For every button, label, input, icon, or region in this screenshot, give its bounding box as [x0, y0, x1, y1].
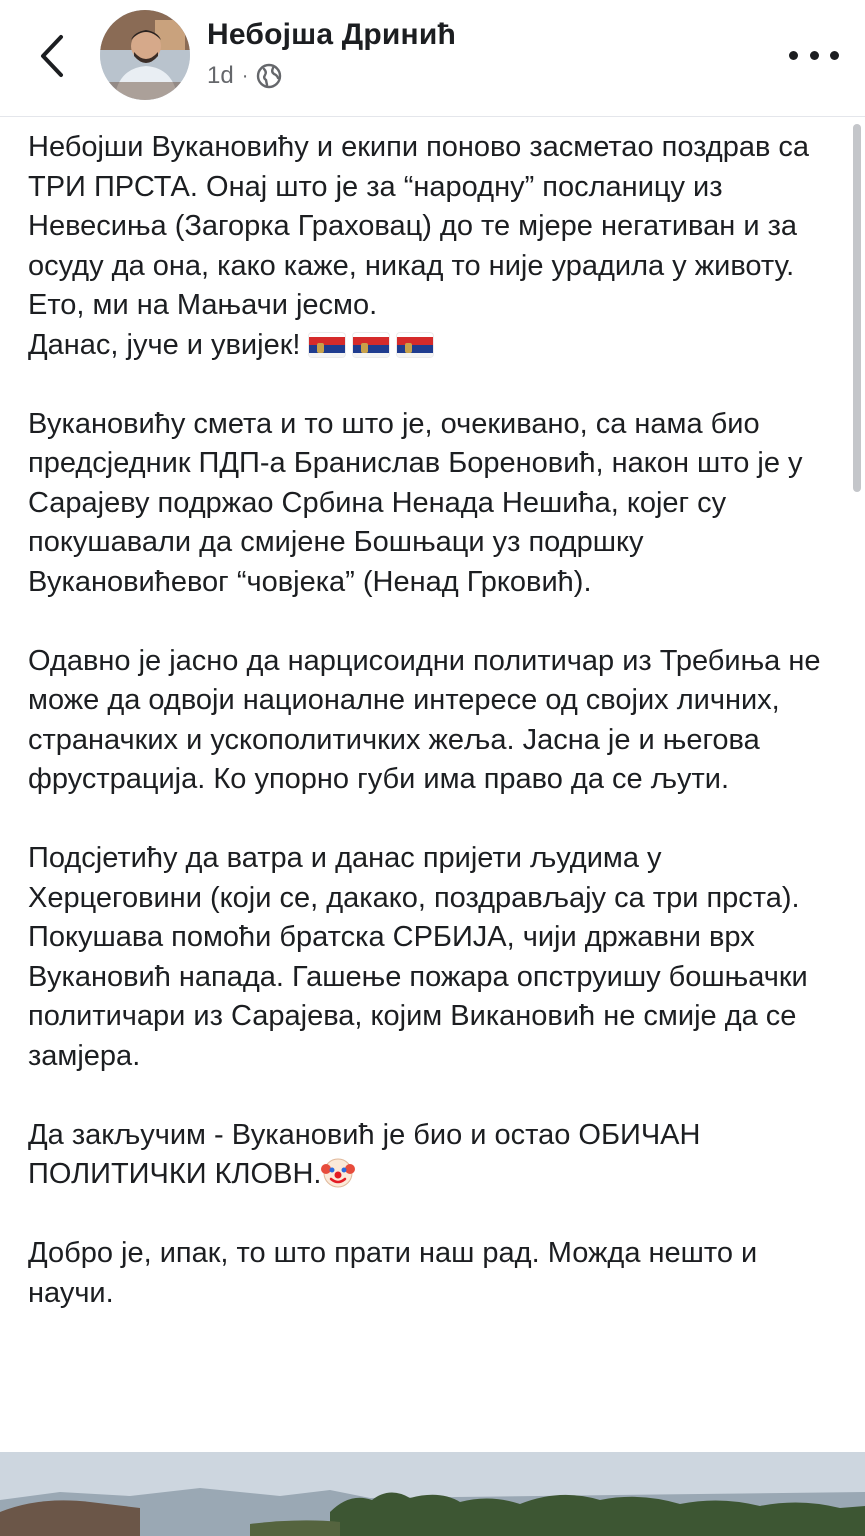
back-button[interactable]: [28, 30, 76, 82]
meta-separator: ·: [241, 64, 249, 87]
scrollbar[interactable]: [853, 124, 861, 492]
post-paragraph: [28, 128, 843, 365]
post-header: [0, 0, 865, 117]
paragraph-text: Небојши Вукановићу и екипи поново засметао поздрав са ТРИ ПРСТА. Онај што је за “народну” посланицу из Невесиња (Загорка Граховац) до те мјере негативан и за осуду да она, како каже, никад то није урадила у животу. Ето, ми на Мањачи јесмо.: [28, 131, 810, 321]
post-paragraph: [28, 1116, 843, 1195]
post-paragraph: Вукановићу смета и то што је, очекивано, са нама био предсједник ПДП-а Бранислав Бореновић, након што је у Сарајеву подржао Србина Ненада Нешића, којег су покушавали да смијене Бошњаци уз подршку Вукановићевог “човјека” (Ненад Грковић).: [28, 407, 803, 598]
post-text: [28, 128, 843, 1353]
avatar[interactable]: [100, 10, 190, 100]
post-meta: [207, 62, 282, 90]
closing-line: Данас, јуче и увијек!: [28, 328, 301, 361]
serbia-flag-icon: [309, 333, 345, 357]
globe-icon: [256, 63, 282, 89]
post-photo[interactable]: [0, 1452, 865, 1536]
author-name[interactable]: Небојша Дринић: [207, 18, 456, 51]
more-options-button[interactable]: [789, 38, 839, 72]
flags: [309, 329, 441, 361]
clown-face-icon: [321, 1155, 355, 1189]
paragraph-text: Да закључим - Вукановић је био и остао ОБИЧАН ПОЛИТИЧКИ КЛОВН.: [28, 1118, 701, 1190]
post-paragraph: Одавно је јасно да нарцисоидни политичар из Требиња не може да одвоји националне интересе од својих личних, страначких и ускополитичких жеља. Јасна је и његова фрустрација. Ко упорно губи има право да се љути.: [28, 644, 821, 795]
more-horizontal-icon: [789, 51, 798, 60]
post-paragraph: Добро је, ипак, то што прати наш рад. Можда нешто и научи.: [28, 1237, 758, 1309]
serbia-flag-icon: [353, 333, 389, 357]
post-time[interactable]: 1d: [207, 62, 234, 89]
serbia-flag-icon: [397, 333, 433, 357]
chevron-left-icon: [39, 34, 65, 78]
post-paragraph: Подсјетићу да ватра и данас пријети људима у Херцеговини (који се, дакако, поздрављају са три прста). Покушава помоћи братска СРБИЈА, чији државни врх Вукановић напада. Гашење пожара опструишу бошњачки политичари из Сарајева, којим Викановић не смије да се замјера.: [28, 842, 808, 1072]
